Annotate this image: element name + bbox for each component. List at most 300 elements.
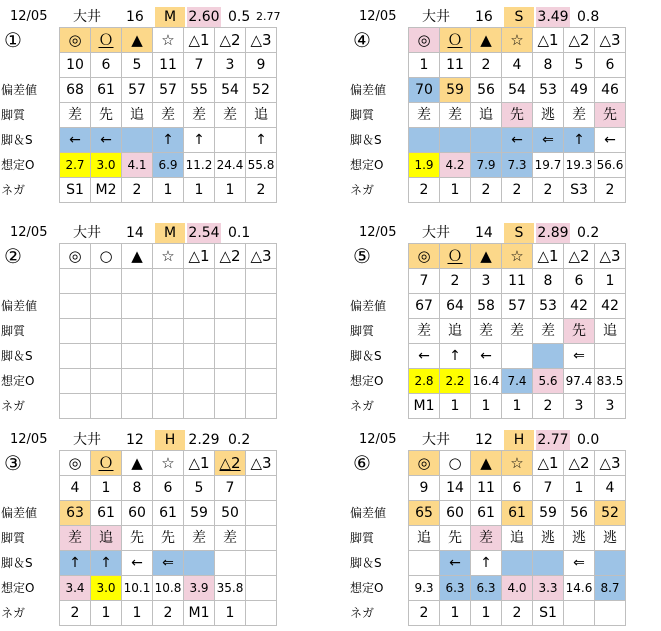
race-venue: 大井 <box>422 432 450 448</box>
grid-cell: ▲ <box>122 28 153 53</box>
race-number: ④ <box>353 28 371 52</box>
grid-cell: 1 <box>153 178 184 203</box>
odds-value: 2.77 <box>537 432 569 448</box>
grid-cell: 7 <box>215 476 246 501</box>
grid-row-dev <box>409 294 626 319</box>
row-label: 偏差値 <box>350 506 387 520</box>
grid-cell: 10.8 <box>153 576 184 601</box>
grid-cell: 差 <box>215 526 246 551</box>
grid-cell: 差 <box>60 103 91 128</box>
cell-text: △2 <box>219 454 241 472</box>
grid-row-style <box>409 103 626 128</box>
grid-cell: ☆ <box>502 28 533 53</box>
cell-text: Ｏ <box>98 454 114 472</box>
grid-row-est <box>409 153 626 178</box>
grid-cell: 42 <box>564 294 595 319</box>
grid-cell: △3 <box>246 244 277 269</box>
row-label: 脚＆S <box>1 556 33 570</box>
race-class-badge: H <box>155 430 185 450</box>
grid-cell: 83.5 <box>595 369 626 394</box>
row-label: 偏差値 <box>1 506 38 520</box>
row-label: 脚質 <box>1 531 26 545</box>
grid-cell <box>122 319 153 344</box>
grid-cell: ↑ <box>153 128 184 153</box>
grid-cell: 16.4 <box>471 369 502 394</box>
grid-cell <box>246 476 277 501</box>
runner-count: 12 <box>475 432 493 448</box>
grid-row-neg <box>409 601 626 626</box>
grid-cell <box>60 344 91 369</box>
grid-cell <box>215 344 246 369</box>
grid-cell <box>184 294 215 319</box>
grid-cell: ◎ <box>409 28 440 53</box>
grid-cell: 52 <box>595 501 626 526</box>
grid-cell: 9 <box>246 53 277 78</box>
grid-cell: ☆ <box>502 451 533 476</box>
grid-cell <box>184 344 215 369</box>
row-label: 脚＆S <box>350 556 382 570</box>
race-grid <box>59 450 277 626</box>
grid-cell <box>91 319 122 344</box>
grid-cell <box>215 369 246 394</box>
grid-row-neg <box>409 394 626 419</box>
grid-cell: △3 <box>595 244 626 269</box>
grid-cell: 追 <box>595 319 626 344</box>
grid-cell: 7 <box>533 476 564 501</box>
grid-row-neg <box>60 601 277 626</box>
grid-row-horse <box>60 476 277 501</box>
grid-cell <box>153 394 184 419</box>
grid-cell: ⇐ <box>564 551 595 576</box>
grid-cell: 追 <box>440 319 471 344</box>
odds-value: 3.49 <box>537 9 569 25</box>
grid-row-style <box>60 103 277 128</box>
grid-cell: ← <box>502 128 533 153</box>
grid-cell: ▲ <box>471 244 502 269</box>
grid-row-dev <box>60 294 277 319</box>
race-number: ⑥ <box>353 451 371 475</box>
cell-text: Ｏ <box>447 247 463 265</box>
grid-cell: 1 <box>91 601 122 626</box>
grid-cell: ◎ <box>60 244 91 269</box>
grid-cell: △3 <box>246 28 277 53</box>
grid-cell: 54 <box>502 78 533 103</box>
grid-cell <box>122 344 153 369</box>
grid-cell: S1 <box>60 178 91 203</box>
race-date: 12/05 <box>10 9 48 24</box>
grid-cell: 差 <box>184 526 215 551</box>
grid-cell <box>595 601 626 626</box>
grid-cell: 8.7 <box>595 576 626 601</box>
row-label: 脚＆S <box>350 133 382 147</box>
race-panel <box>349 3 661 203</box>
grid-cell: 14.6 <box>564 576 595 601</box>
grid-cell <box>440 128 471 153</box>
row-label: ネガ <box>1 399 26 413</box>
grid-cell: △2 <box>564 28 595 53</box>
grid-cell: 6 <box>91 53 122 78</box>
grid-cell: △2 <box>215 244 246 269</box>
grid-cell: M2 <box>91 178 122 203</box>
grid-cell: ☆ <box>153 451 184 476</box>
race-number: ② <box>4 244 22 268</box>
grid-cell <box>502 551 533 576</box>
race-grid <box>408 243 626 419</box>
grid-cell <box>533 344 564 369</box>
race-venue: 大井 <box>422 9 450 25</box>
grid-cell <box>246 526 277 551</box>
grid-cell: 2.7 <box>60 153 91 178</box>
grid-cell: ⇐ <box>564 344 595 369</box>
grid-cell <box>184 319 215 344</box>
runner-count: 14 <box>475 225 493 241</box>
grid-cell: 2 <box>533 394 564 419</box>
grid-cell <box>184 394 215 419</box>
grid-cell <box>60 269 91 294</box>
race-number: ③ <box>4 451 22 475</box>
grid-row-horse <box>409 53 626 78</box>
runner-count: 14 <box>126 225 144 241</box>
grid-cell: ⇐ <box>533 128 564 153</box>
grid-cell: 64 <box>440 294 471 319</box>
grid-cell: 53 <box>533 294 564 319</box>
grid-cell: 1 <box>502 394 533 419</box>
grid-cell: 61 <box>91 501 122 526</box>
grid-cell: 59 <box>533 501 564 526</box>
grid-cell: 1 <box>215 601 246 626</box>
grid-cell: 2.2 <box>440 369 471 394</box>
row-label: 偏差値 <box>1 299 38 313</box>
grid-cell: 97.4 <box>564 369 595 394</box>
grid-cell: ← <box>595 128 626 153</box>
race-venue: 大井 <box>73 225 101 241</box>
grid-cell: 4.0 <box>502 576 533 601</box>
grid-cell: 3.4 <box>60 576 91 601</box>
grid-cell: 追 <box>246 103 277 128</box>
grid-cell: ☆ <box>153 28 184 53</box>
grid-cell: 61 <box>91 78 122 103</box>
grid-cell <box>246 319 277 344</box>
grid-cell: 3 <box>564 394 595 419</box>
grid-cell: 差 <box>184 103 215 128</box>
grid-cell: 61 <box>471 501 502 526</box>
grid-cell: 追 <box>502 526 533 551</box>
grid-row-neg <box>60 178 277 203</box>
grid-cell: 差 <box>471 319 502 344</box>
grid-row-style <box>409 526 626 551</box>
grid-cell <box>215 319 246 344</box>
grid-cell: △1 <box>184 451 215 476</box>
grid-cell: ⇐ <box>153 551 184 576</box>
grid-cell: 3 <box>215 53 246 78</box>
runner-count: 16 <box>475 9 493 25</box>
grid-cell: 68 <box>60 78 91 103</box>
grid-cell <box>153 294 184 319</box>
grid-cell: 59 <box>440 78 471 103</box>
grid-cell: 2 <box>471 178 502 203</box>
grid-row-pace <box>60 344 277 369</box>
grid-row-dev <box>409 501 626 526</box>
row-label: 脚質 <box>1 108 26 122</box>
grid-cell: 63 <box>60 501 91 526</box>
grid-cell: 先 <box>595 103 626 128</box>
grid-cell <box>91 344 122 369</box>
grid-cell: 1 <box>409 53 440 78</box>
grid-cell <box>246 576 277 601</box>
grid-cell: 42 <box>595 294 626 319</box>
row-label: 偏差値 <box>350 299 387 313</box>
grid-cell <box>60 319 91 344</box>
grid-cell: 49 <box>564 78 595 103</box>
grid-cell <box>215 269 246 294</box>
grid-cell <box>246 294 277 319</box>
grid-cell: 7 <box>184 53 215 78</box>
grid-cell: 19.3 <box>564 153 595 178</box>
grid-cell <box>471 128 502 153</box>
odds-value: 2.89 <box>537 225 569 241</box>
grid-cell: △1 <box>533 28 564 53</box>
grid-cell: 先 <box>564 319 595 344</box>
grid-cell: 8 <box>533 53 564 78</box>
grid-cell <box>60 294 91 319</box>
grid-cell <box>564 601 595 626</box>
grid-cell <box>153 369 184 394</box>
grid-cell: △3 <box>595 451 626 476</box>
grid-cell: 60 <box>440 501 471 526</box>
grid-cell: 1 <box>122 601 153 626</box>
grid-cell: S3 <box>564 178 595 203</box>
race-class-badge: M <box>155 7 185 27</box>
grid-cell: ▲ <box>122 244 153 269</box>
grid-cell: 差 <box>502 319 533 344</box>
grid-cell: ↑ <box>184 128 215 153</box>
grid-cell <box>91 269 122 294</box>
grid-cell: 6 <box>564 269 595 294</box>
extra-value: 0.2 <box>228 432 251 448</box>
grid-cell: 1 <box>440 394 471 419</box>
grid-cell: 2 <box>409 601 440 626</box>
row-label: 脚質 <box>350 531 375 545</box>
odds-value: 2.60 <box>188 9 220 25</box>
extra-value-2: 2.77 <box>256 10 281 23</box>
odds-value: 2.54 <box>188 225 220 241</box>
grid-cell: △1 <box>184 28 215 53</box>
grid-cell: 3.3 <box>533 576 564 601</box>
extra-value: 0.2 <box>577 225 600 241</box>
grid-row-mark <box>60 244 277 269</box>
grid-cell <box>60 369 91 394</box>
grid-cell: 9 <box>409 476 440 501</box>
race-grid <box>59 27 277 203</box>
grid-cell: 10.1 <box>122 576 153 601</box>
grid-cell <box>184 269 215 294</box>
grid-cell: 追 <box>122 103 153 128</box>
grid-row-pace <box>60 128 277 153</box>
grid-cell: 6.3 <box>471 576 502 601</box>
grid-cell <box>215 451 246 476</box>
row-label: 想定O <box>350 158 384 172</box>
grid-cell: △2 <box>564 451 595 476</box>
grid-row-est <box>409 576 626 601</box>
grid-cell: 5 <box>184 476 215 501</box>
grid-cell: 57 <box>502 294 533 319</box>
grid-cell: 59 <box>184 501 215 526</box>
grid-row-dev <box>60 78 277 103</box>
grid-row-style <box>60 319 277 344</box>
race-grid <box>408 450 626 626</box>
grid-cell: 67 <box>409 294 440 319</box>
grid-cell: 1 <box>184 178 215 203</box>
row-label: 偏差値 <box>1 83 38 97</box>
grid-cell: 55.8 <box>246 153 277 178</box>
grid-cell: 4 <box>60 476 91 501</box>
grid-cell: 54 <box>215 78 246 103</box>
grid-cell: 逃 <box>533 526 564 551</box>
grid-cell: 8 <box>122 476 153 501</box>
grid-cell: 58 <box>471 294 502 319</box>
row-label: ネガ <box>1 183 26 197</box>
grid-cell: 1 <box>595 269 626 294</box>
grid-cell: 50 <box>215 501 246 526</box>
grid-cell: 7.4 <box>502 369 533 394</box>
grid-cell: 差 <box>153 103 184 128</box>
grid-cell: 35.8 <box>215 576 246 601</box>
extra-value-2 <box>256 430 286 450</box>
grid-cell: 56 <box>471 78 502 103</box>
grid-cell: 2 <box>440 269 471 294</box>
race-date: 12/05 <box>10 225 48 240</box>
grid-cell: 2 <box>122 178 153 203</box>
grid-cell: 差 <box>471 526 502 551</box>
grid-cell: ↑ <box>564 128 595 153</box>
grid-cell: 2 <box>533 178 564 203</box>
grid-cell: 4 <box>502 53 533 78</box>
row-label: 脚＆S <box>1 133 33 147</box>
grid-cell: 19.7 <box>533 153 564 178</box>
extra-value: 0.8 <box>577 9 600 25</box>
grid-row-neg <box>409 178 626 203</box>
grid-cell: ← <box>471 344 502 369</box>
grid-cell: 2 <box>153 601 184 626</box>
grid-cell: 46 <box>595 78 626 103</box>
grid-cell: 3 <box>471 269 502 294</box>
grid-cell: 11 <box>471 476 502 501</box>
grid-cell <box>91 451 122 476</box>
grid-cell: 1 <box>91 476 122 501</box>
grid-cell: 6 <box>153 476 184 501</box>
race-number: ① <box>4 28 22 52</box>
grid-cell: 差 <box>533 319 564 344</box>
grid-cell: ▲ <box>122 451 153 476</box>
grid-cell: ← <box>60 128 91 153</box>
grid-cell <box>246 269 277 294</box>
race-panel <box>0 3 322 203</box>
cell-text: Ｏ <box>98 31 114 49</box>
grid-cell: 8 <box>533 269 564 294</box>
grid-cell: 2 <box>502 178 533 203</box>
grid-cell: 2 <box>409 178 440 203</box>
extra-value-2 <box>256 223 286 243</box>
grid-cell: △1 <box>533 244 564 269</box>
grid-cell: 先 <box>91 103 122 128</box>
grid-row-mark <box>60 451 277 476</box>
grid-row-mark <box>409 451 626 476</box>
grid-cell: 差 <box>440 103 471 128</box>
grid-cell: 7.3 <box>502 153 533 178</box>
row-label: 想定O <box>1 158 35 172</box>
grid-cell: 56.6 <box>595 153 626 178</box>
extra-value: 0.5 <box>228 9 251 25</box>
grid-cell: 53 <box>533 78 564 103</box>
grid-cell <box>246 344 277 369</box>
grid-cell: 2 <box>246 178 277 203</box>
grid-cell: 24.4 <box>215 153 246 178</box>
grid-cell: 11.2 <box>184 153 215 178</box>
row-label: 想定O <box>350 581 384 595</box>
grid-cell: ▲ <box>471 28 502 53</box>
grid-row-est <box>409 369 626 394</box>
grid-cell <box>215 128 246 153</box>
row-label: 脚＆S <box>350 349 382 363</box>
grid-cell: 3.9 <box>184 576 215 601</box>
row-label: 偏差値 <box>350 83 387 97</box>
grid-cell: 61 <box>153 501 184 526</box>
grid-cell: 逃 <box>595 526 626 551</box>
grid-cell: ▲ <box>471 451 502 476</box>
grid-cell: 11 <box>440 53 471 78</box>
grid-cell <box>246 551 277 576</box>
row-label: 想定O <box>1 374 35 388</box>
race-date: 12/05 <box>359 9 397 24</box>
race-venue: 大井 <box>73 9 101 25</box>
grid-cell <box>215 294 246 319</box>
extra-value-2 <box>605 223 635 243</box>
grid-cell: 70 <box>409 78 440 103</box>
grid-cell: 7 <box>409 269 440 294</box>
grid-cell: 差 <box>409 319 440 344</box>
grid-cell <box>246 601 277 626</box>
row-label: ネガ <box>350 399 375 413</box>
grid-cell <box>122 369 153 394</box>
grid-row-pace <box>409 344 626 369</box>
row-label: 脚質 <box>350 108 375 122</box>
odds-value: 2.29 <box>188 432 220 448</box>
grid-row-horse <box>409 476 626 501</box>
grid-cell <box>440 244 471 269</box>
runner-count: 12 <box>126 432 144 448</box>
grid-cell: 2 <box>595 178 626 203</box>
race-date: 12/05 <box>359 432 397 447</box>
grid-cell: 2.8 <box>409 369 440 394</box>
row-label: 脚質 <box>1 324 26 338</box>
grid-cell <box>91 28 122 53</box>
grid-cell: 4.1 <box>122 153 153 178</box>
grid-cell: 1 <box>471 394 502 419</box>
grid-cell: 2 <box>60 601 91 626</box>
grid-cell <box>440 28 471 53</box>
grid-cell: M1 <box>184 601 215 626</box>
race-grid <box>408 27 626 203</box>
grid-cell: 4.2 <box>440 153 471 178</box>
grid-cell: △2 <box>564 244 595 269</box>
grid-row-horse <box>409 269 626 294</box>
grid-cell: 7.9 <box>471 153 502 178</box>
grid-cell: ↑ <box>60 551 91 576</box>
grid-cell <box>595 344 626 369</box>
grid-cell: 6.9 <box>153 153 184 178</box>
grid-row-est <box>60 369 277 394</box>
row-label: ネガ <box>350 183 375 197</box>
